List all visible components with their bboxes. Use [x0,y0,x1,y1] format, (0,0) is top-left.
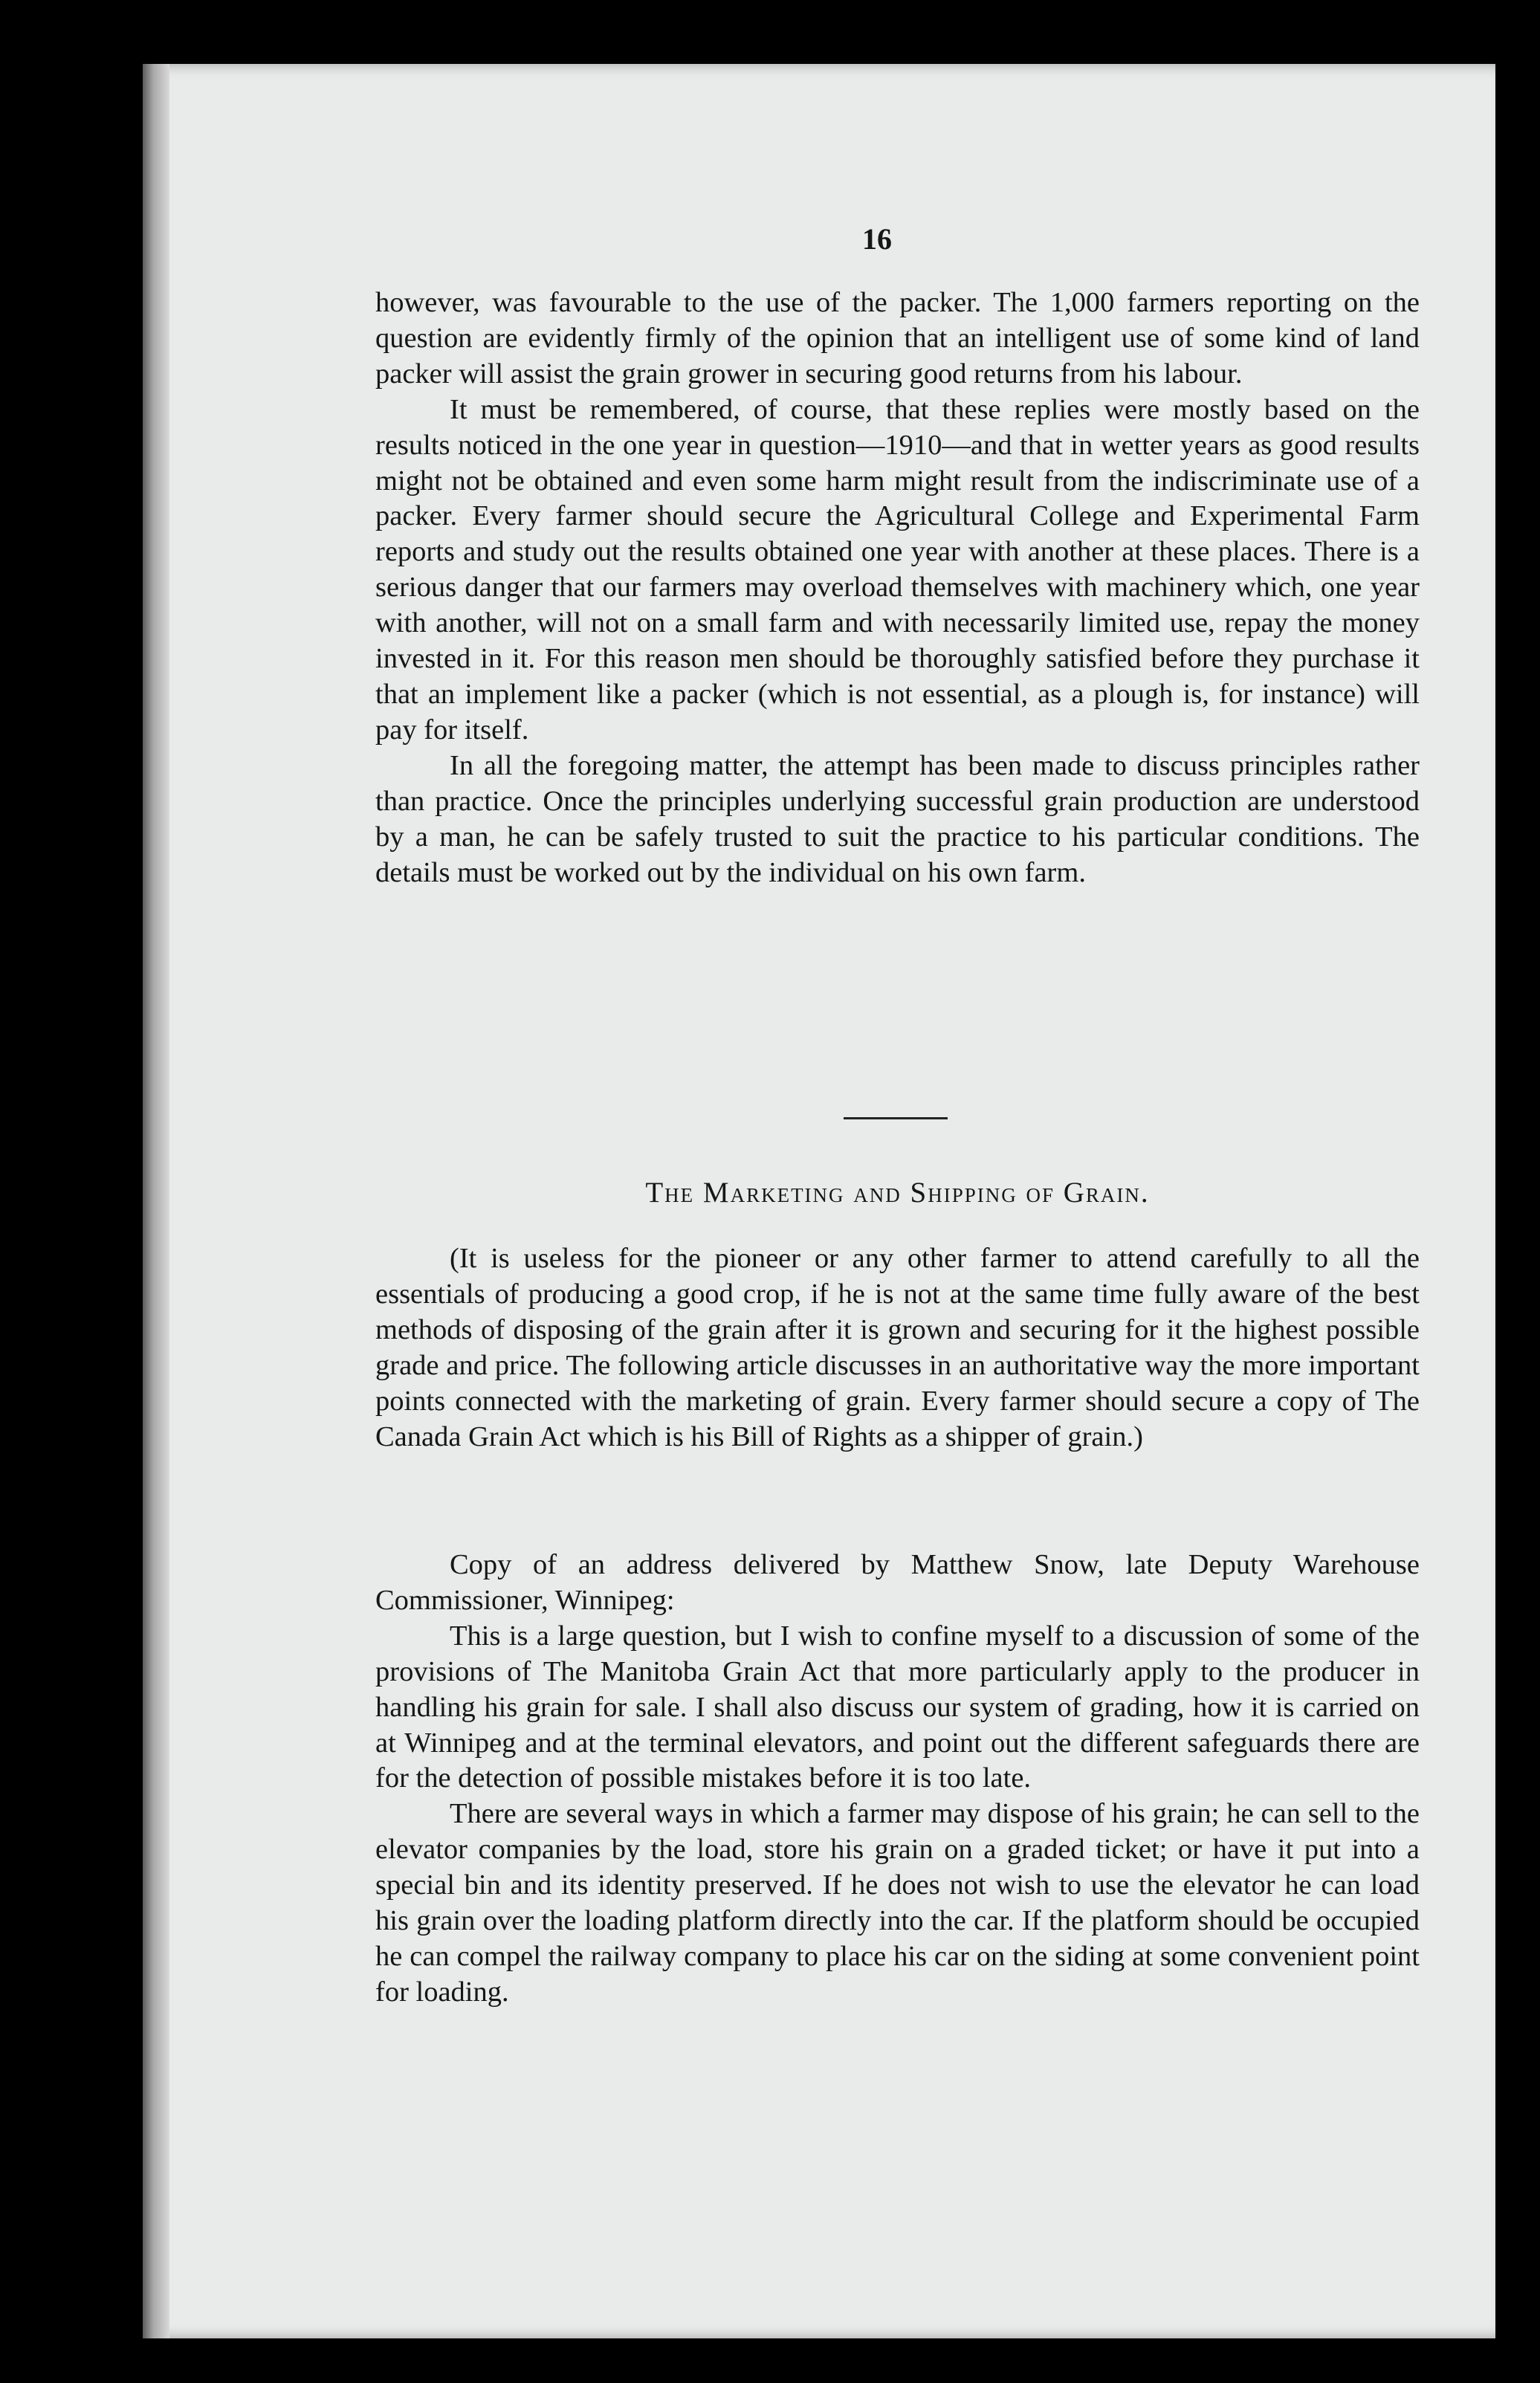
section-divider [844,1117,948,1119]
paragraph-address-attribution: Copy of an address delivered by Matthew Snow, late Deputy Warehouse Commissioner, Winnipeg: [375,1549,1420,1616]
address-text-block [375,1548,1420,2011]
paragraph-disposal-ways: There are several ways in which a farmer may dispose of his grain; he can sell to the elevator companies by the load, store his grain on a graded ticket; or have it put into a special bin and its identity preserved. If he does not wish to use the elevator he can load his grain over the loading platform directly into the car. If the platform should be occupied he can compel the railway company to place his car on the siding at some convenient point for loading. [375,1798,1420,2008]
page-spine-shadow [143,64,169,2338]
paragraph-principles: In all the foregoing matter, the attempt has been made to discuss principles rather than practice. Once the principles underlying successful grain production are understood by a man, he can be safely trusted to suit the practice to his particular conditions. The details must be worked out by the individual on his own farm. [375,749,1420,888]
paragraph-packer-conclusion: however, was favourable to the use of the packer. The 1,000 farmers reporting on the question are evidently firmly of the opinion that an intelligent use of some kind of land packer will assist the grain grower in securing good returns from his labour. [375,287,1420,389]
paragraph-results-1910: It must be remembered, of course, that these replies were mostly based on the results noticed in the one year in question—1910—and that in wetter years as good results might not be obtained and even some harm might result from the indiscriminate use of a packer. Every farmer should secure the Agricultural College and Experimental Farm reports and study out the results obtained one year with another at these places. There is a serious danger that our farmers may overload themselves with machinery which, one year with another, will not on a small farm and with necessarily limited use, repay the money invested in it. For this reason men should be thoroughly satisfied before they purchase it that an implement like a packer (which is not essential, as a plough is, for instance) will pay for itself. [375,393,1420,746]
paragraph-grain-act: This is a large question, but I wish to confine myself to a discussion of some of the provisions of The Manitoba Grain Act that more particularly apply to the producer in handling his grain for sale. I shall also discuss our system of grading, how it is carried on at Winnipeg and at the terminal elevators, and point out the different safeguards there are for the detection of possible mistakes before it is too late. [375,1620,1420,1794]
top-text-block [375,285,1420,890]
paragraph-editorial-intro: (It is useless for the pioneer or any other farmer to attend carefully to all the essentials of producing a good crop, if he is not at the same time fully aware of the best methods of disposing of the grain after it is grown and securing for it the highest possible grade and price. The following article discusses in an authoritative way the more important points connected with the marketing of grain. Every farmer should secure a copy of The Canada Grain Act which is his Bill of Rights as a shipper of grain.) [375,1243,1420,1452]
page-number: 16 [862,222,892,256]
intro-text-block [375,1241,1420,1455]
section-heading: The Marketing and Shipping of Grain. [645,1177,1150,1209]
